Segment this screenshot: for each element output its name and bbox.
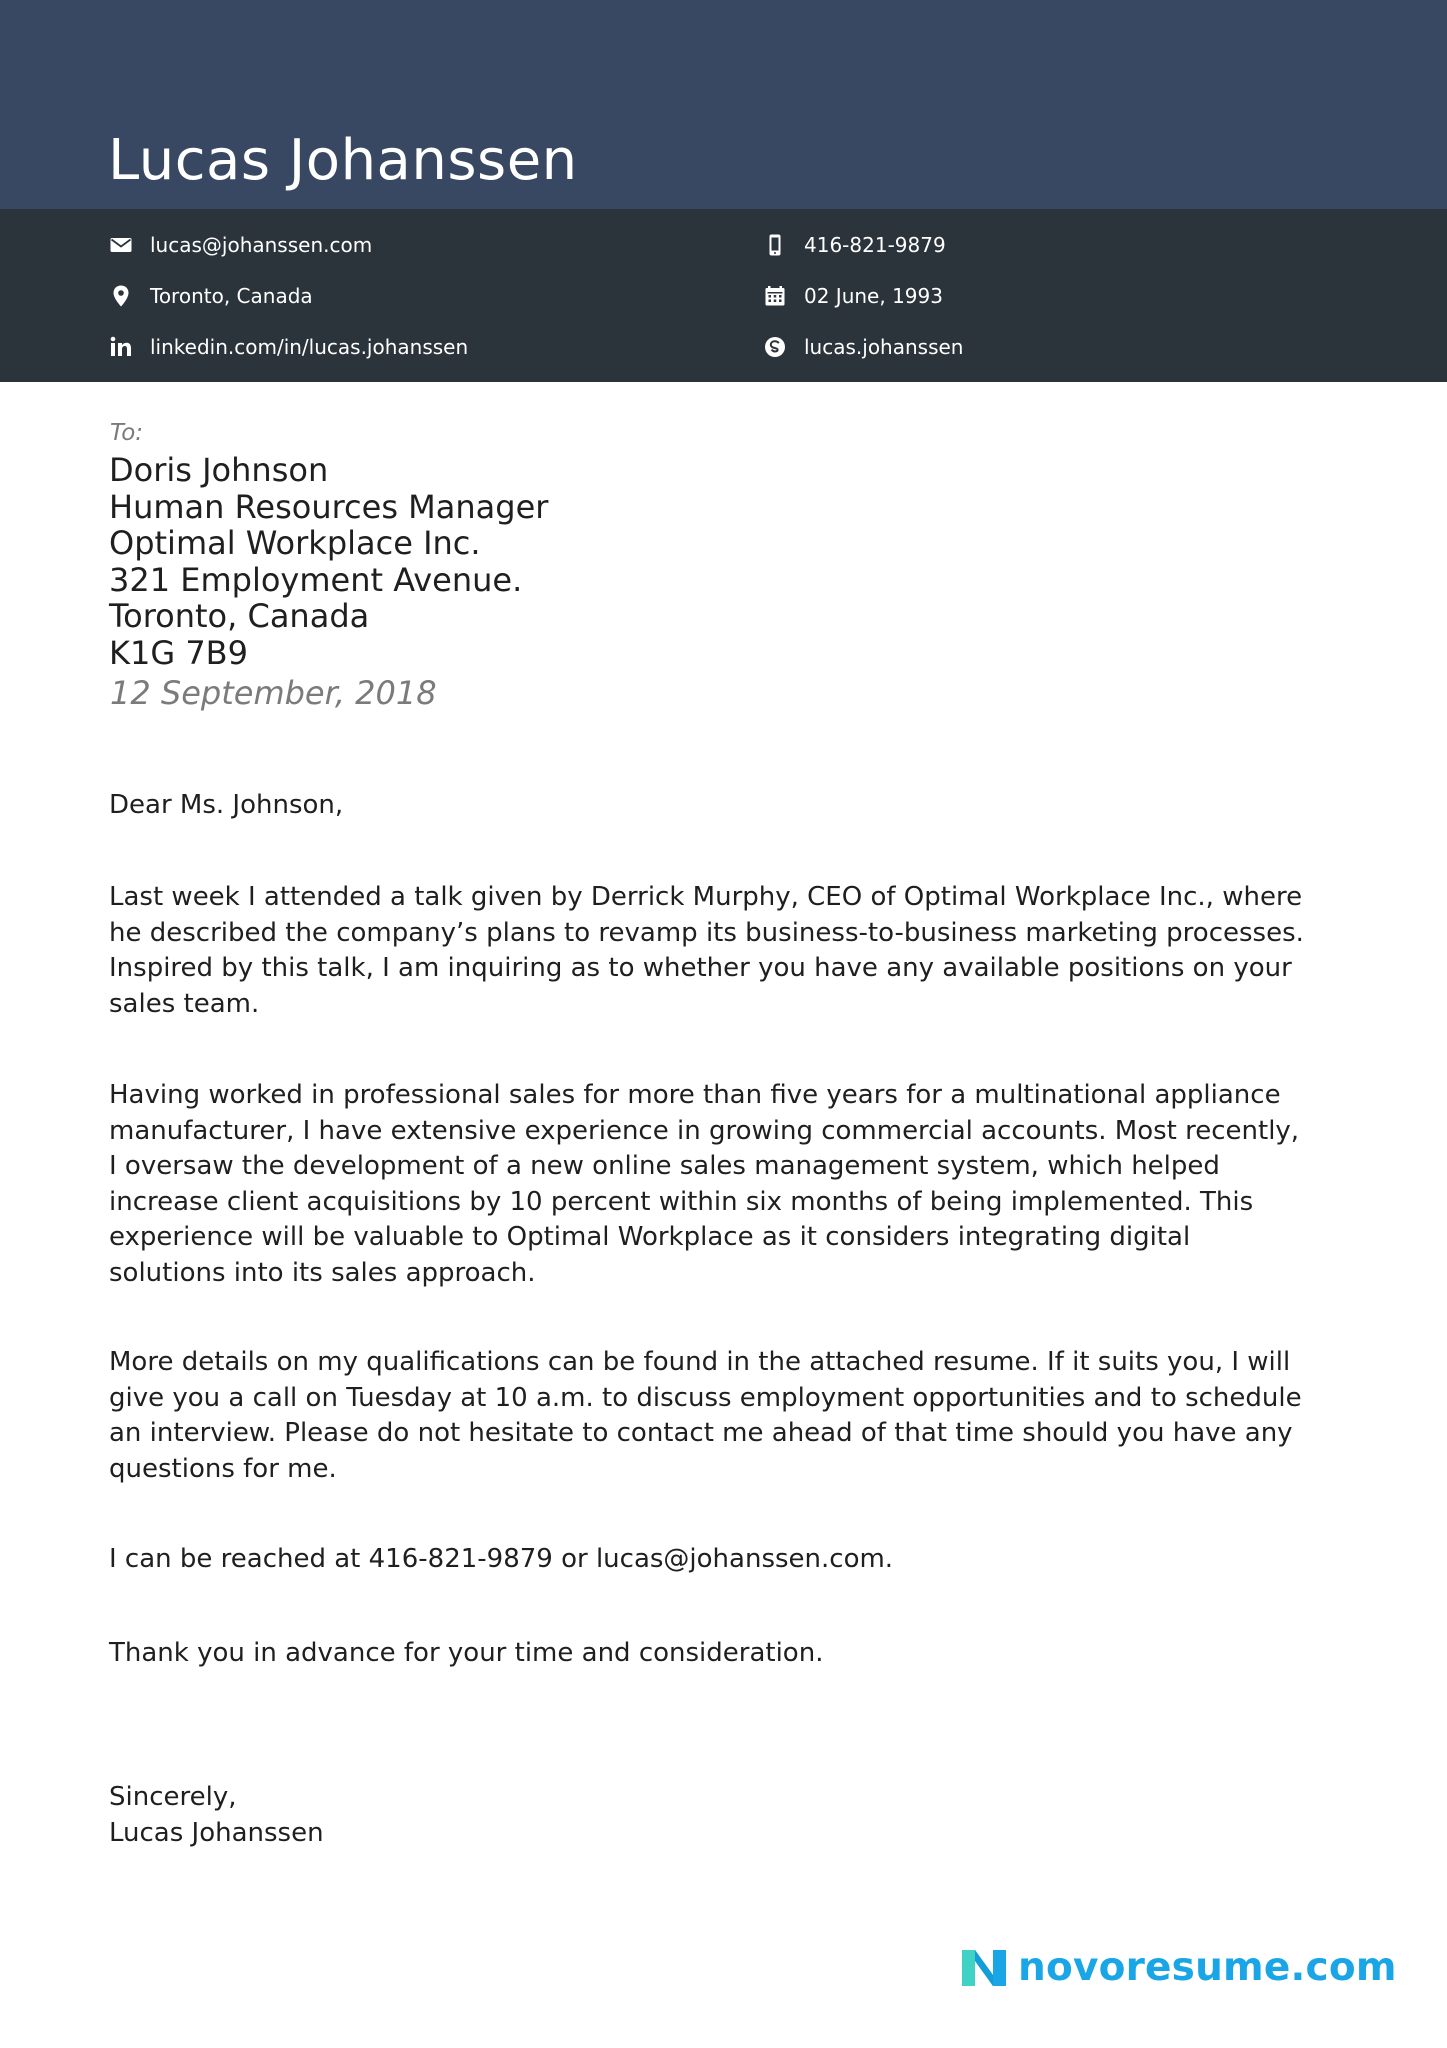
paragraph-thank-you: Thank you in advance for your time and consideration.: [109, 1638, 824, 1668]
recipient-street: 321 Employment Avenue.: [109, 560, 523, 599]
phone-text: 416-821-9879: [804, 233, 946, 257]
recipient-label: To:: [110, 420, 144, 446]
salutation: Dear Ms. Johnson,: [109, 790, 344, 820]
novoresume-brand: [958, 1940, 1397, 1996]
contact-linkedin: [108, 331, 468, 363]
email-text: lucas@johanssen.com: [150, 233, 373, 257]
contact-location: [108, 280, 313, 312]
signature-name: Lucas Johanssen: [109, 1817, 324, 1848]
recipient-company: Optimal Workplace Inc.: [109, 524, 481, 562]
letter-header: [0, 0, 1447, 209]
linkedin-icon: [108, 334, 134, 360]
skype-icon: [762, 334, 788, 360]
closing-text: Sincerely,: [109, 1782, 237, 1812]
recipient-name: Doris Johnson: [109, 451, 329, 489]
recipient-title: Human Resources Manager: [109, 487, 549, 526]
mail-icon: [108, 232, 134, 258]
letter-closing: [109, 1780, 324, 1851]
letter-date: 12 September, 2018: [110, 674, 437, 712]
paragraph-contact-details: I can be reached at 416-821-9879 or lucas@johanssen.com.: [109, 1544, 894, 1574]
paragraph-next-steps: More details on my qualifications can be found in the attached resume. If it suits you, I will give you a call on Tuesday at 10 a.m. to discuss employment opportunities and to schedule an interview. Please do not hesitate to contact me ahead of that time should you have any questions for me.: [109, 1347, 1302, 1484]
brand-text: novoresume.com: [1018, 1945, 1397, 1990]
contact-bar: [0, 209, 1447, 382]
skype-text: lucas.johanssen: [804, 335, 964, 359]
novoresume-logo-icon: [958, 1942, 1010, 1994]
phone-icon: [762, 232, 788, 258]
recipient-city: Toronto, Canada: [109, 597, 370, 635]
recipient-address: [109, 452, 1009, 671]
applicant-name: Lucas Johanssen: [108, 127, 578, 193]
recipient-postal-code: K1G 7B9: [109, 633, 248, 672]
calendar-icon: [762, 283, 788, 309]
birth-date-text: 02 June, 1993: [804, 284, 943, 308]
linkedin-text: linkedin.com/in/lucas.johanssen: [150, 335, 469, 359]
contact-email: [108, 229, 372, 261]
contact-birth-date: [762, 280, 943, 312]
location-text: Toronto, Canada: [150, 284, 313, 308]
location-pin-icon: [108, 283, 134, 309]
paragraph-experience: Having worked in professional sales for more than five years for a multinational appliance manufacturer, I have extensive experience in growing commercial accounts. Most recently, I oversaw the development of a new online sales management system, which helped increase client acquisitions by 10 percent within six months of being implemented. This experience will be valuable to Optimal Workplace as it considers integrating digital solutions into its sales approach.: [109, 1080, 1300, 1288]
contact-phone: [762, 229, 946, 261]
contact-skype: [762, 331, 963, 363]
paragraph-introduction: Last week I attended a talk given by Derrick Murphy, CEO of Optimal Workplace Inc., where he described the company’s plans to revamp its business-to-business marketing processes. Inspired by this talk, I am inquiring as to whether you have any available positions on your sales team.: [109, 882, 1304, 1019]
